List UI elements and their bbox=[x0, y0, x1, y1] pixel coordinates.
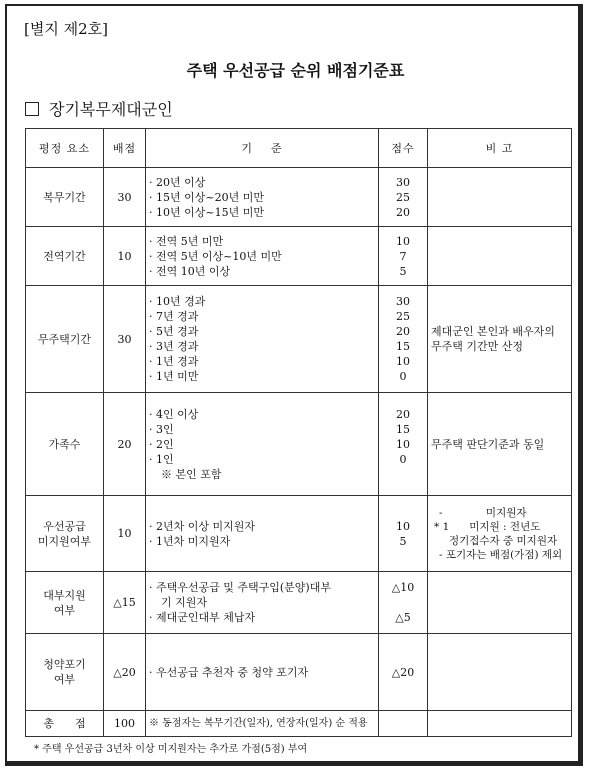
remark-cell bbox=[428, 572, 572, 634]
weight-cell: 30 bbox=[104, 168, 146, 227]
item-cell: 복무기간 bbox=[26, 168, 104, 227]
page-title: 주택 우선공급 순위 배점기준표 bbox=[186, 61, 405, 80]
table-row bbox=[26, 496, 572, 572]
weight-cell: 10 bbox=[104, 227, 146, 286]
remark-cell bbox=[428, 227, 572, 286]
form-number: [별지 제2호] bbox=[24, 20, 108, 38]
header-row bbox=[26, 129, 572, 168]
criteria-cell: · 2년차 이상 미지원자 · 1년차 미지원자 bbox=[146, 496, 379, 572]
weight-cell: 20 bbox=[104, 393, 146, 496]
item-cell: 우선공급 미지원여부 bbox=[26, 496, 104, 572]
header-item: 평정 요소 bbox=[26, 129, 104, 168]
remark-cell: 무주택 판단기준과 동일 bbox=[428, 393, 572, 496]
table-row bbox=[26, 634, 572, 711]
table-row bbox=[26, 572, 572, 634]
weight-cell: △15 bbox=[104, 572, 146, 634]
table-row bbox=[26, 393, 572, 496]
section-heading bbox=[25, 97, 173, 120]
footnote: * 주택 우선공급 3년차 이상 미지원자는 추가로 가점(5점) 부여 bbox=[34, 744, 308, 755]
score-cell: △20 bbox=[379, 634, 428, 711]
score-cell: 10 5 bbox=[379, 496, 428, 572]
item-cell: 무주택기간 bbox=[26, 286, 104, 393]
table-row bbox=[26, 286, 572, 393]
total-row bbox=[26, 711, 572, 737]
item-cell: 전역기간 bbox=[26, 227, 104, 286]
total-note: ※ 동점자는 복무기간(일자), 연장자(일자) 순 적용 bbox=[146, 711, 379, 737]
total-weight: 100 bbox=[104, 711, 146, 737]
weight-cell: 10 bbox=[104, 496, 146, 572]
criteria-cell: · 전역 5년 미만 · 전역 5년 이상~10년 미만 · 전역 10년 이상 bbox=[146, 227, 379, 286]
table-row bbox=[26, 168, 572, 227]
item-cell: 청약포기 여부 bbox=[26, 634, 104, 711]
criteria-cell: · 20년 이상 · 15년 이상~20년 미만 · 10년 이상~15년 미만 bbox=[146, 168, 379, 227]
header-weight: 배점 bbox=[104, 129, 146, 168]
remark-cell bbox=[428, 634, 572, 711]
total-label: 총 점 bbox=[26, 711, 104, 737]
score-cell: 20 15 10 0 bbox=[379, 393, 428, 496]
remark-cell bbox=[428, 168, 572, 227]
score-cell: 10 7 5 bbox=[379, 227, 428, 286]
remark-cell bbox=[428, 711, 572, 737]
criteria-cell: · 주택우선공급 및 주택구입(분양)대부 기 지원자 · 제대군인대부 체납자 bbox=[146, 572, 379, 634]
item-cell: 대부지원 여부 bbox=[26, 572, 104, 634]
weight-cell: △20 bbox=[104, 634, 146, 711]
header-remark: 비 고 bbox=[428, 129, 572, 168]
score-cell: 30 25 20 15 10 0 bbox=[379, 286, 428, 393]
checkbox-icon bbox=[25, 102, 39, 116]
section-label: 장기복무제대군인 bbox=[49, 100, 173, 119]
table-row bbox=[26, 227, 572, 286]
header-criteria: 기 준 bbox=[146, 129, 379, 168]
score-cell bbox=[379, 711, 428, 737]
remark-cell: - 미지원자 * 1 미지원 : 전년도 정기접수자 중 미지원자 - 포기자는 배점(가점) 제외 bbox=[428, 496, 572, 572]
weight-cell: 30 bbox=[104, 286, 146, 393]
criteria-cell: · 우선공급 추천자 중 청약 포기자 bbox=[146, 634, 379, 711]
criteria-cell: · 4인 이상 · 3인 · 2인 · 1인 ※ 본인 포함 bbox=[146, 393, 379, 496]
score-cell: 30 25 20 bbox=[379, 168, 428, 227]
item-cell: 가족수 bbox=[26, 393, 104, 496]
remark-cell: 제대군인 본인과 배우자의 무주택 기간만 산정 bbox=[428, 286, 572, 393]
score-table bbox=[25, 128, 572, 737]
score-cell: △10 △5 bbox=[379, 572, 428, 634]
header-score: 점수 bbox=[379, 129, 428, 168]
criteria-cell: · 10년 경과 · 7년 경과 · 5년 경과 · 3년 경과 · 1년 경과 · 1년 미만 bbox=[146, 286, 379, 393]
